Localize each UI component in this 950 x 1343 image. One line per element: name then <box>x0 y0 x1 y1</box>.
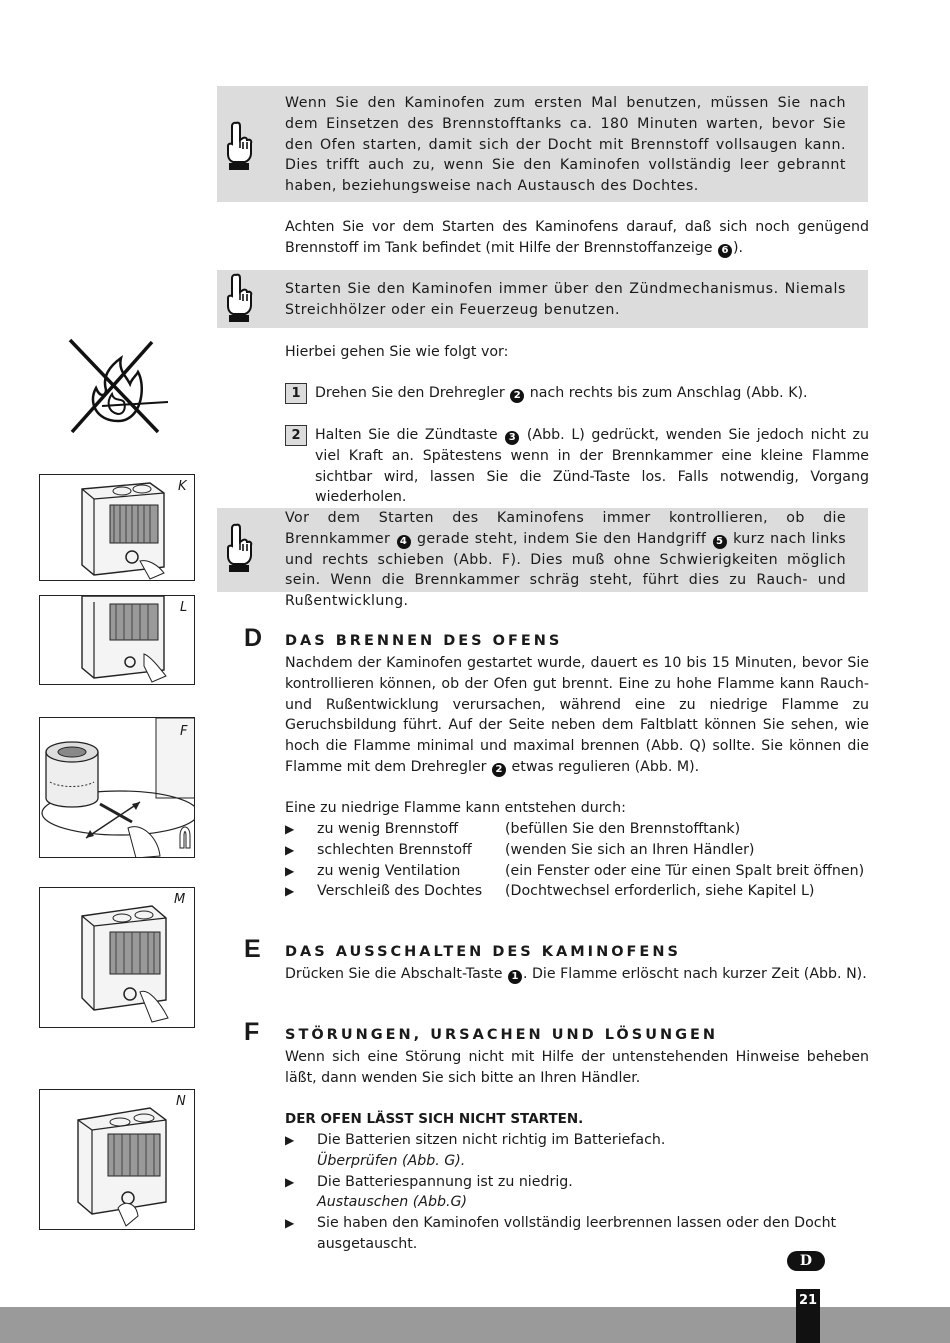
step-text: Halten Sie die Zündtaste 3 (Abb. L) gedrückt, wenden Sie jedoch nicht zu viel Kraft an. Spätestens wenn in der Brennkammer eine kleine Flamme sichtbar wird, lassen Sie die Zünd-Taste los. Falls notwendig, Vorgang wiederholen. <box>315 427 869 506</box>
arrow-bullet-icon: ▶ <box>285 1175 295 1189</box>
heater-illustration <box>40 1090 195 1230</box>
figure-l-ignition <box>39 595 195 685</box>
ref-handle: 5 <box>713 535 727 549</box>
arrow-bullet-icon: ▶ <box>285 884 295 898</box>
figure-m-flame-control <box>39 887 195 1028</box>
ref-fuel-gauge: 6 <box>718 244 732 258</box>
heater-illustration <box>40 888 195 1028</box>
burner-illustration <box>40 718 195 858</box>
section-title-d: DAS BRENNEN DES OFENS <box>285 633 563 649</box>
step-number: 1 <box>285 383 307 404</box>
note-box-first-use <box>217 86 868 202</box>
low-flame-intro: Eine zu niedrige Flamme kann entstehen durch: <box>285 800 626 816</box>
language-badge: D <box>787 1251 825 1271</box>
figure-label: F <box>180 724 188 739</box>
page-number: 21 <box>796 1289 820 1343</box>
section-letter-d: D <box>244 624 263 652</box>
no-open-flame-icon <box>66 336 170 436</box>
figure-label: M <box>174 892 186 907</box>
ref-ignition-button: 3 <box>505 431 519 445</box>
heater-illustration <box>40 475 195 581</box>
note-burner-check-text: Vor dem Starten des Kaminofens immer kontrollieren, ob die Brennkammer 4 gerade steht, indem Sie den Handgriff 5 kurz nach links und rechts schieben (Abb. F). Dies muß ohne Schwierigkeiten möglich sein. Wenn die Brennkammer schräg steht, führt dies zu Rauch- und Rußentwicklung. <box>285 510 846 610</box>
troubleshoot-subheading: DER OFEN LÄSST SICH NICHT STARTEN. <box>285 1111 584 1127</box>
section-letter-e: E <box>244 935 261 963</box>
figure-k-heater-knob <box>39 474 195 581</box>
ref-off-button: 1 <box>508 970 522 984</box>
note-box-burner-check <box>217 508 868 610</box>
arrow-bullet-icon: ▶ <box>285 864 295 878</box>
section-d-paragraph: Nachdem der Kaminofen gestartet wurde, dauert es 10 bis 15 Minuten, bevor Sie kontrollieren können, ob der Ofen gut brennt. Eine zu hohe Flamme kann Rauch- und Rußentwicklung verursachen, während eine zu niedrige Flamme zu Geruchsbildung führt. Auf der Seite neben dem Faltblatt können Sie sehen, wie hoch die Flamme minimal und maximal brennen (Abb. Q) sollte. Sie können die Flamme mit dem Drehregler 2 etwas regulieren (Abb. M). <box>285 655 869 775</box>
pointing-hand-icon <box>221 522 255 574</box>
ref-control-knob: 2 <box>492 763 506 777</box>
section-f-paragraph: Wenn sich eine Störung nicht mit Hilfe der untenstehenden Hinweise beheben läßt, dann wenden Sie sich bitte an Ihren Händler. <box>285 1049 869 1086</box>
figure-label: K <box>178 479 187 494</box>
section-title-e: DAS AUSSCHALTEN DES KAMINOFENS <box>285 944 681 960</box>
section-title-f: STÖRUNGEN, URSACHEN UND LÖSUNGEN <box>285 1027 719 1043</box>
step-text: Drehen Sie den Drehregler 2 nach rechts bis zum Anschlag (Abb. K). <box>315 385 808 401</box>
arrow-bullet-icon: ▶ <box>285 1133 295 1147</box>
arrow-bullet-icon: ▶ <box>285 1216 295 1230</box>
pointing-hand-icon <box>221 272 255 324</box>
arrow-bullet-icon: ▶ <box>285 822 295 836</box>
figure-f-burner <box>39 717 195 858</box>
step-2 <box>285 425 869 506</box>
figure-n-off-button <box>39 1089 195 1230</box>
figure-label: N <box>176 1094 186 1109</box>
note-box-ignition <box>217 270 868 328</box>
note-first-use-text: Wenn Sie den Kaminofen zum ersten Mal benutzen, müssen Sie nach dem Einsetzen des Brennstofftanks ca. 180 Minuten warten, bevor Sie den Ofen starten, damit sich der Docht mit Brennstoff vollsaugen kann. Dies trifft auch zu, wenn Sie den Kaminofen vollständig leer gebrannt haben, beziehungsweise nach Austausch des Dochtes. <box>285 95 846 195</box>
arrow-bullet-icon: ▶ <box>285 843 295 857</box>
ref-burner: 4 <box>397 535 411 549</box>
step-number: 2 <box>285 425 307 446</box>
pointing-hand-icon <box>221 120 255 172</box>
fuel-check-paragraph: Achten Sie vor dem Starten des Kaminofens darauf, daß sich noch genügend Brennstoff im Tank befindet (mit Hilfe der Brennstoffanzeige 6 ). <box>285 219 869 256</box>
ref-control-knob: 2 <box>510 389 524 403</box>
procedure-intro: Hierbei gehen Sie wie folgt vor: <box>285 344 509 360</box>
section-letter-f: F <box>244 1018 260 1046</box>
section-e-paragraph: Drücken Sie die Abschalt-Taste 1 . Die Flamme erlöscht nach kurzer Zeit (Abb. N). <box>285 966 867 982</box>
note-ignition-text: Starten Sie den Kaminofen immer über den Zündmechanismus. Niemals Streichhölzer oder ein Feuerzeug benutzen. <box>285 281 846 318</box>
figure-label: L <box>180 600 188 615</box>
step-1 <box>285 383 869 405</box>
heater-illustration <box>40 596 195 685</box>
